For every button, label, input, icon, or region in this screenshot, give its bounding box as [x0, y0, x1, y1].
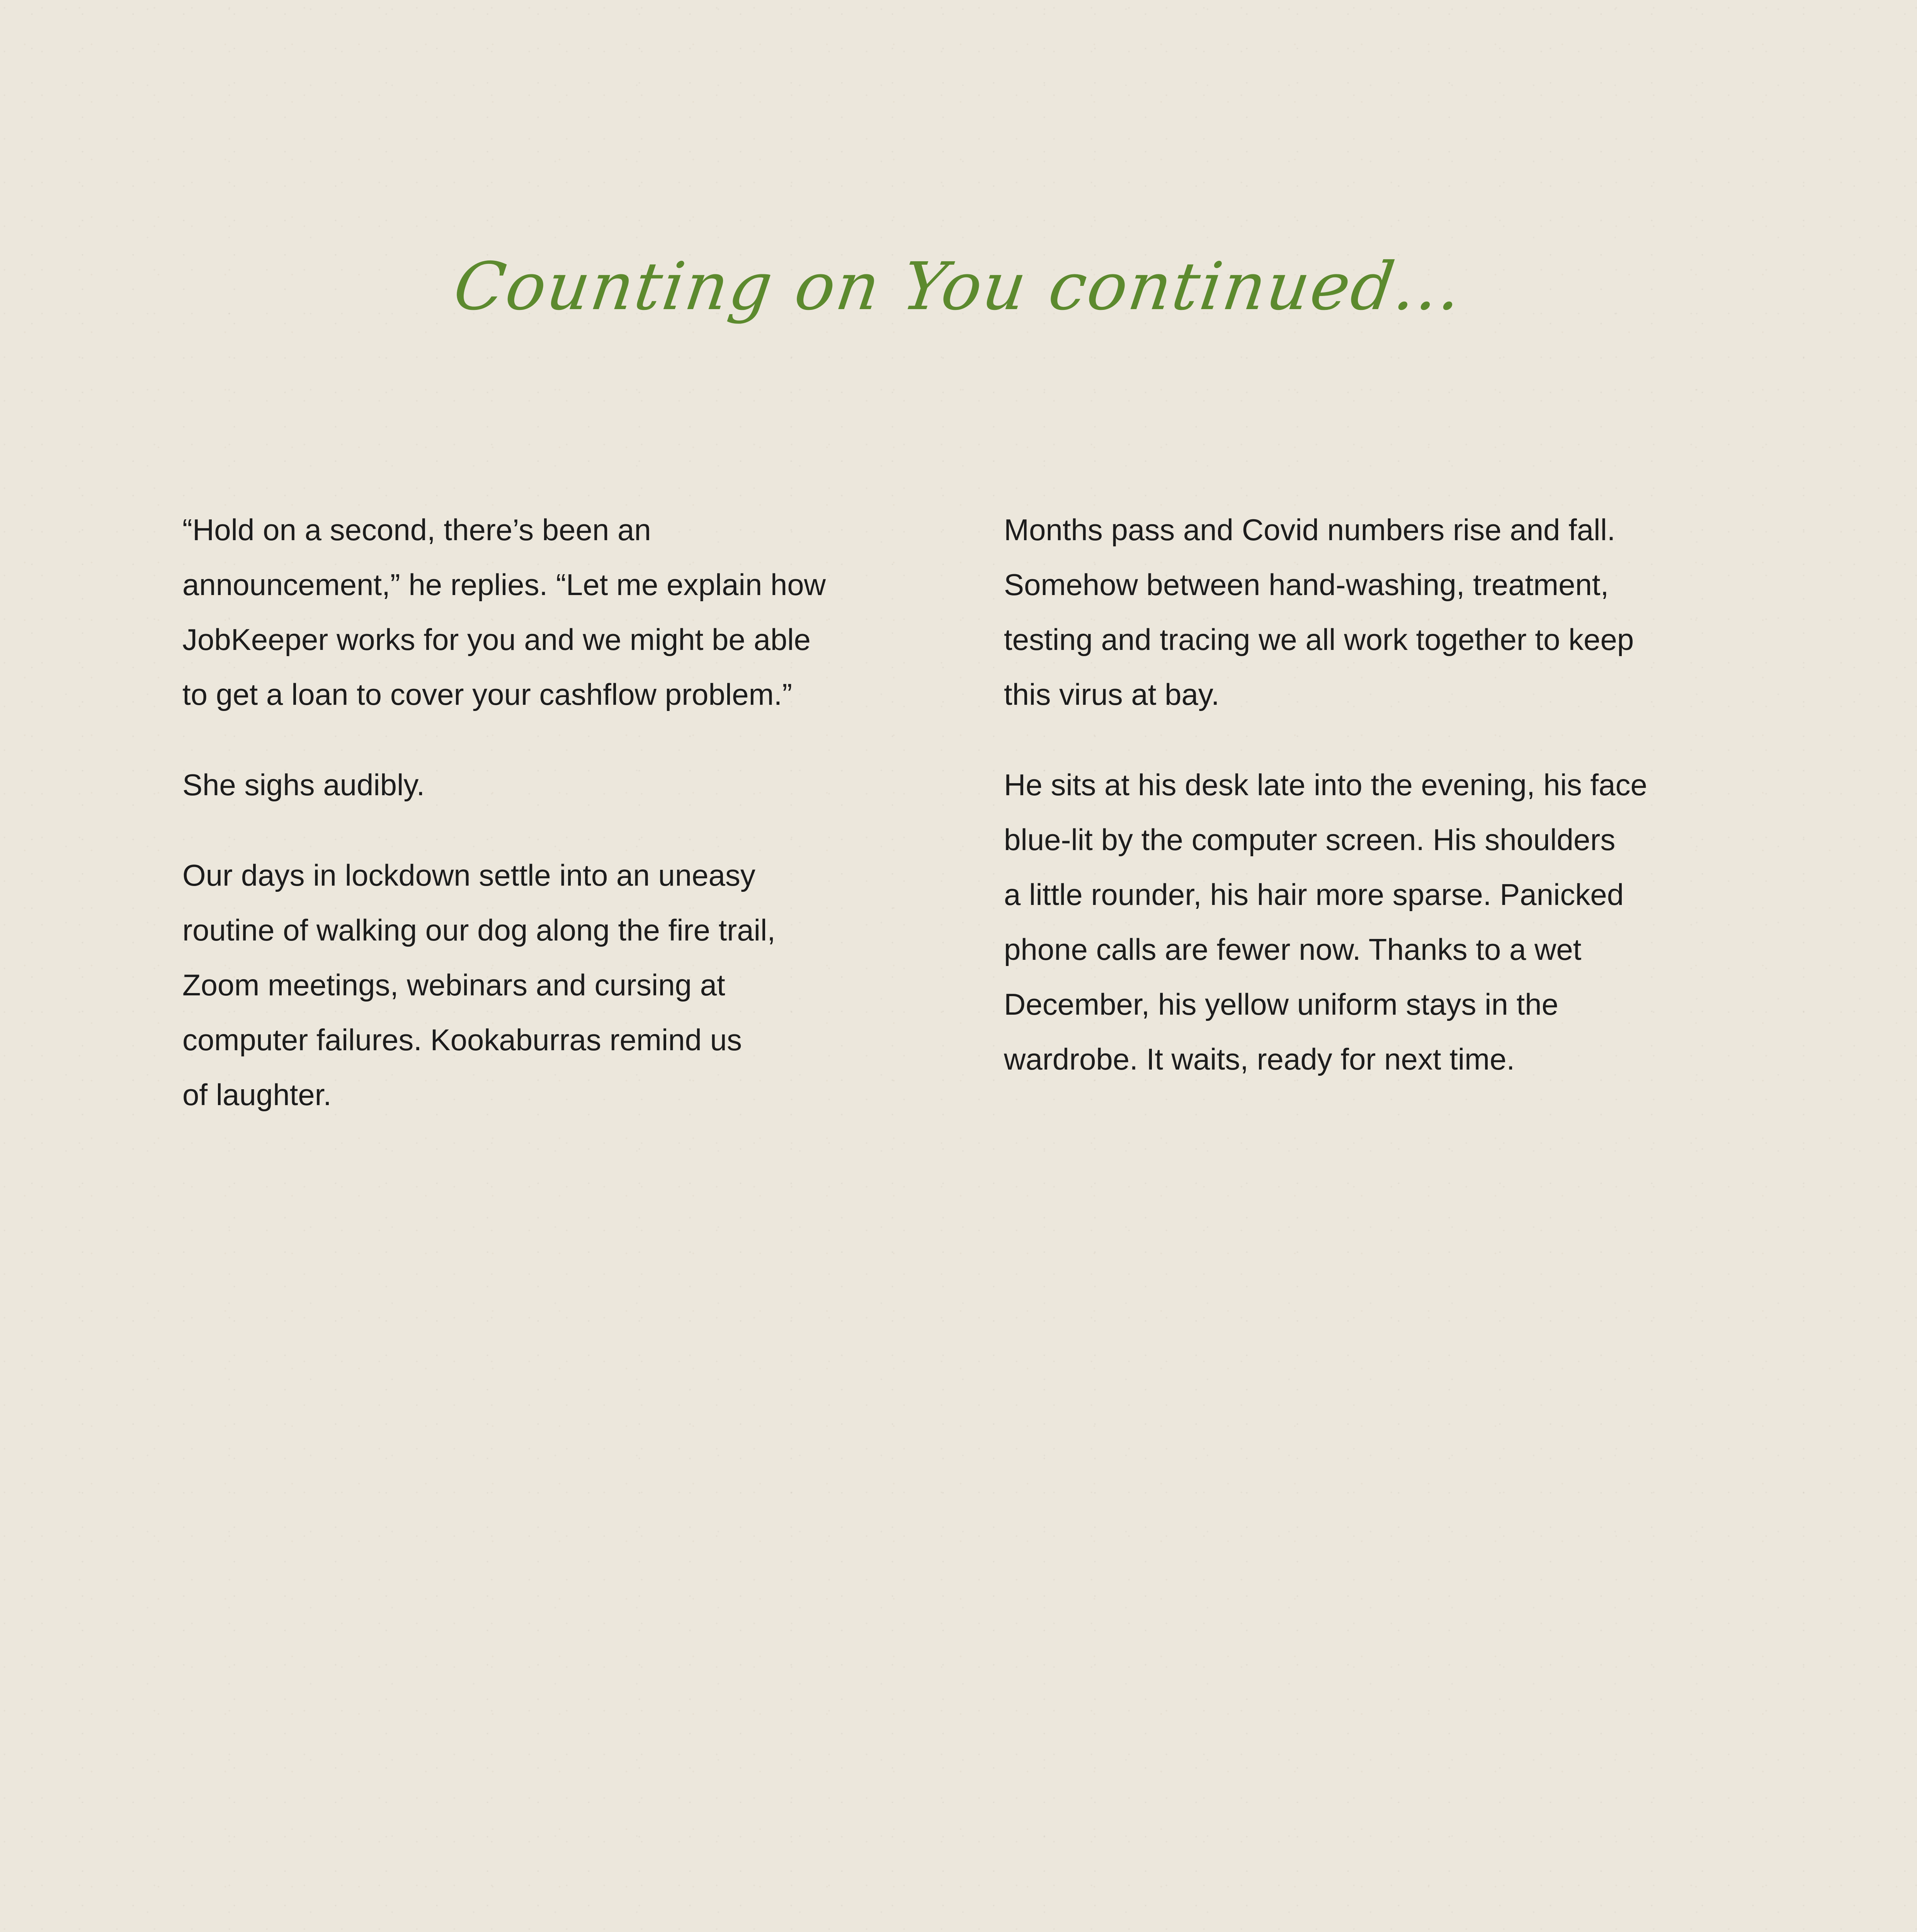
- text-line: She sighs audibly.: [182, 768, 425, 802]
- text-line: December, his yellow uniform stays in the: [1004, 987, 1558, 1021]
- text-line: JobKeeper works for you and we might be able: [182, 622, 811, 656]
- paragraph: [182, 502, 917, 722]
- text-line: “Hold on a second, there’s been an: [182, 513, 651, 547]
- text-line: Somehow between hand-washing, treatment,: [1004, 568, 1609, 602]
- paragraph: [182, 848, 917, 1122]
- text-line: Months pass and Covid numbers rise and fall.: [1004, 513, 1616, 547]
- text-line: wardrobe. It waits, ready for next time.: [1004, 1042, 1515, 1076]
- text-line: computer failures. Kookaburras remind us: [182, 1023, 742, 1057]
- text-line: a little rounder, his hair more sparse. Panicked: [1004, 878, 1624, 912]
- text-line: Our days in lockdown settle into an uneasy: [182, 858, 755, 892]
- text-line: to get a loan to cover your cashflow problem.”: [182, 677, 793, 711]
- right-column: [1004, 502, 1738, 1122]
- text-line: He sits at his desk late into the evening, his face: [1004, 768, 1647, 802]
- page-title: Counting on You continued...: [449, 248, 1468, 325]
- text-line: Zoom meetings, webinars and cursing at: [182, 968, 725, 1002]
- text-line: testing and tracing we all work together to keep: [1004, 622, 1634, 656]
- paragraph: [1004, 757, 1738, 1087]
- text-line: announcement,” he replies. “Let me explain how: [182, 568, 826, 602]
- text-line: phone calls are fewer now. Thanks to a wet: [1004, 932, 1582, 966]
- paragraph: [1004, 502, 1738, 722]
- paragraph: [182, 757, 917, 812]
- text-line: this virus at bay.: [1004, 677, 1220, 711]
- text-line: of laughter.: [182, 1078, 332, 1112]
- text-line: routine of walking our dog along the fire trail,: [182, 913, 776, 947]
- left-column: [182, 502, 917, 1158]
- text-line: blue-lit by the computer screen. His shoulders: [1004, 823, 1616, 857]
